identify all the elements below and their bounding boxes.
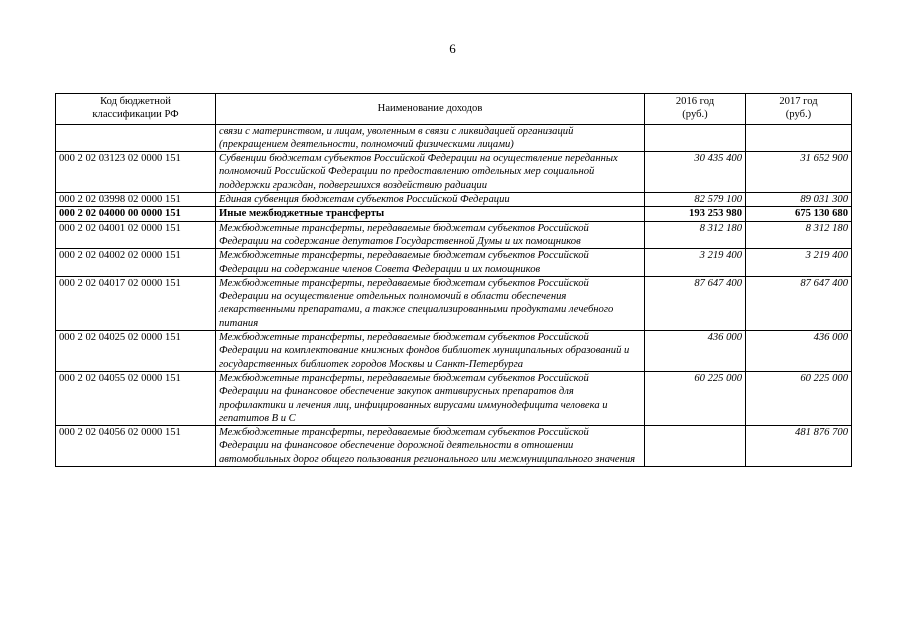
header-code-line1: Код бюджетной: [100, 96, 171, 107]
row-name: Межбюджетные трансферты, передаваемые бюджетам субъектов Российской Федерации на комплектование книжных фондов библиотек муниципальных образований и государственных библиотек городов Москвы и Санкт-Петербурга: [216, 331, 645, 372]
table-row: [56, 249, 852, 277]
header-2016-unit: (руб.): [682, 109, 708, 121]
row-amount-2016: 3 219 400: [645, 249, 746, 277]
table-header-row: [56, 94, 852, 125]
row-amount-2016: 87 647 400: [645, 276, 746, 330]
row-code: 000 2 02 03123 02 0000 151: [56, 152, 216, 193]
table-row: [56, 371, 852, 425]
header-2016: [645, 94, 746, 125]
table-row: [56, 276, 852, 330]
row-code: 000 2 02 04001 02 0000 151: [56, 221, 216, 249]
row-name: Единая субвенция бюджетам субъектов Российской Федерации: [216, 193, 645, 207]
page-number: 6: [449, 41, 456, 56]
row-amount-2016: [645, 124, 746, 152]
row-amount-2016: 82 579 100: [645, 193, 746, 207]
row-amount-2017: 3 219 400: [746, 249, 852, 277]
row-code: 000 2 02 04002 02 0000 151: [56, 249, 216, 277]
row-amount-2017: 436 000: [746, 331, 852, 372]
header-2017-year: 2017 год: [779, 96, 818, 107]
row-amount-2017: 481 876 700: [746, 426, 852, 467]
header-2016-year: 2016 год: [675, 96, 715, 107]
row-name: Межбюджетные трансферты, передаваемые бюджетам субъектов Российской Федерации на финансовое обеспечение дорожной деятельности в отношении автомобильных дорог общего пользования регионального или межмуниципального значения: [216, 426, 645, 467]
row-name: связи с материнством, и лицам, уволенным в связи с ликвидацией организаций (прекращением деятельности, полномочий физическими лицами): [216, 124, 645, 152]
header-2017-unit: (руб.): [785, 109, 812, 121]
row-amount-2017: 675 130 680: [746, 207, 852, 221]
table-row: [56, 193, 852, 207]
row-name: Межбюджетные трансферты, передаваемые бюджетам субъектов Российской Федерации на содержание членов Совета Федерации и их помощников: [216, 249, 645, 277]
table-row: [56, 124, 852, 152]
row-amount-2017: 31 652 900: [746, 152, 852, 193]
row-amount-2017: 8 312 180: [746, 221, 852, 249]
row-name: Межбюджетные трансферты, передаваемые бюджетам субъектов Российской Федерации на финансовое обеспечение закупок антивирусных препаратов для профилактики и лечения лиц, инфицированных вирусами иммунодефицита человека и гепатитов В и С: [216, 371, 645, 425]
row-amount-2016: 8 312 180: [645, 221, 746, 249]
row-code: 000 2 02 03998 02 0000 151: [56, 193, 216, 207]
header-code-line2: классификации РФ: [92, 109, 179, 121]
table-row: [56, 426, 852, 467]
row-code: 000 2 02 04017 02 0000 151: [56, 276, 216, 330]
table-row-total: [56, 207, 852, 221]
row-amount-2016: [645, 426, 746, 467]
table-row: [56, 152, 852, 193]
header-name: Наименование доходов: [216, 94, 645, 125]
row-amount-2016: 60 225 000: [645, 371, 746, 425]
row-code: [56, 124, 216, 152]
table-row: [56, 221, 852, 249]
row-amount-2017: 87 647 400: [746, 276, 852, 330]
row-code: 000 2 02 04056 02 0000 151: [56, 426, 216, 467]
row-code: 000 2 02 04025 02 0000 151: [56, 331, 216, 372]
row-name: Иные межбюджетные трансферты: [216, 207, 645, 221]
row-amount-2017: 89 031 300: [746, 193, 852, 207]
row-amount-2016: 436 000: [645, 331, 746, 372]
row-amount-2017: [746, 124, 852, 152]
row-amount-2017: 60 225 000: [746, 371, 852, 425]
row-name: Субвенции бюджетам субъектов Российской Федерации на осуществление переданных полномочий Российской Федерации по предоставлению отдельных мер социальной поддержки граждан, подвергшихся воздействию радиации: [216, 152, 645, 193]
row-amount-2016: 193 253 980: [645, 207, 746, 221]
row-name: Межбюджетные трансферты, передаваемые бюджетам субъектов Российской Федерации на содержание депутатов Государственной Думы и их помощников: [216, 221, 645, 249]
table-row: [56, 331, 852, 372]
row-code: 000 2 02 04000 00 0000 151: [56, 207, 216, 221]
row-amount-2016: 30 435 400: [645, 152, 746, 193]
header-code: [56, 94, 216, 125]
revenue-table: [55, 93, 852, 467]
row-name: Межбюджетные трансферты, передаваемые бюджетам субъектов Российской Федерации на осуществление отдельных полномочий в области обеспечения лекарственными препаратами, а также специализированными продуктами лечебного питания: [216, 276, 645, 330]
header-2017: [746, 94, 852, 125]
row-code: 000 2 02 04055 02 0000 151: [56, 371, 216, 425]
